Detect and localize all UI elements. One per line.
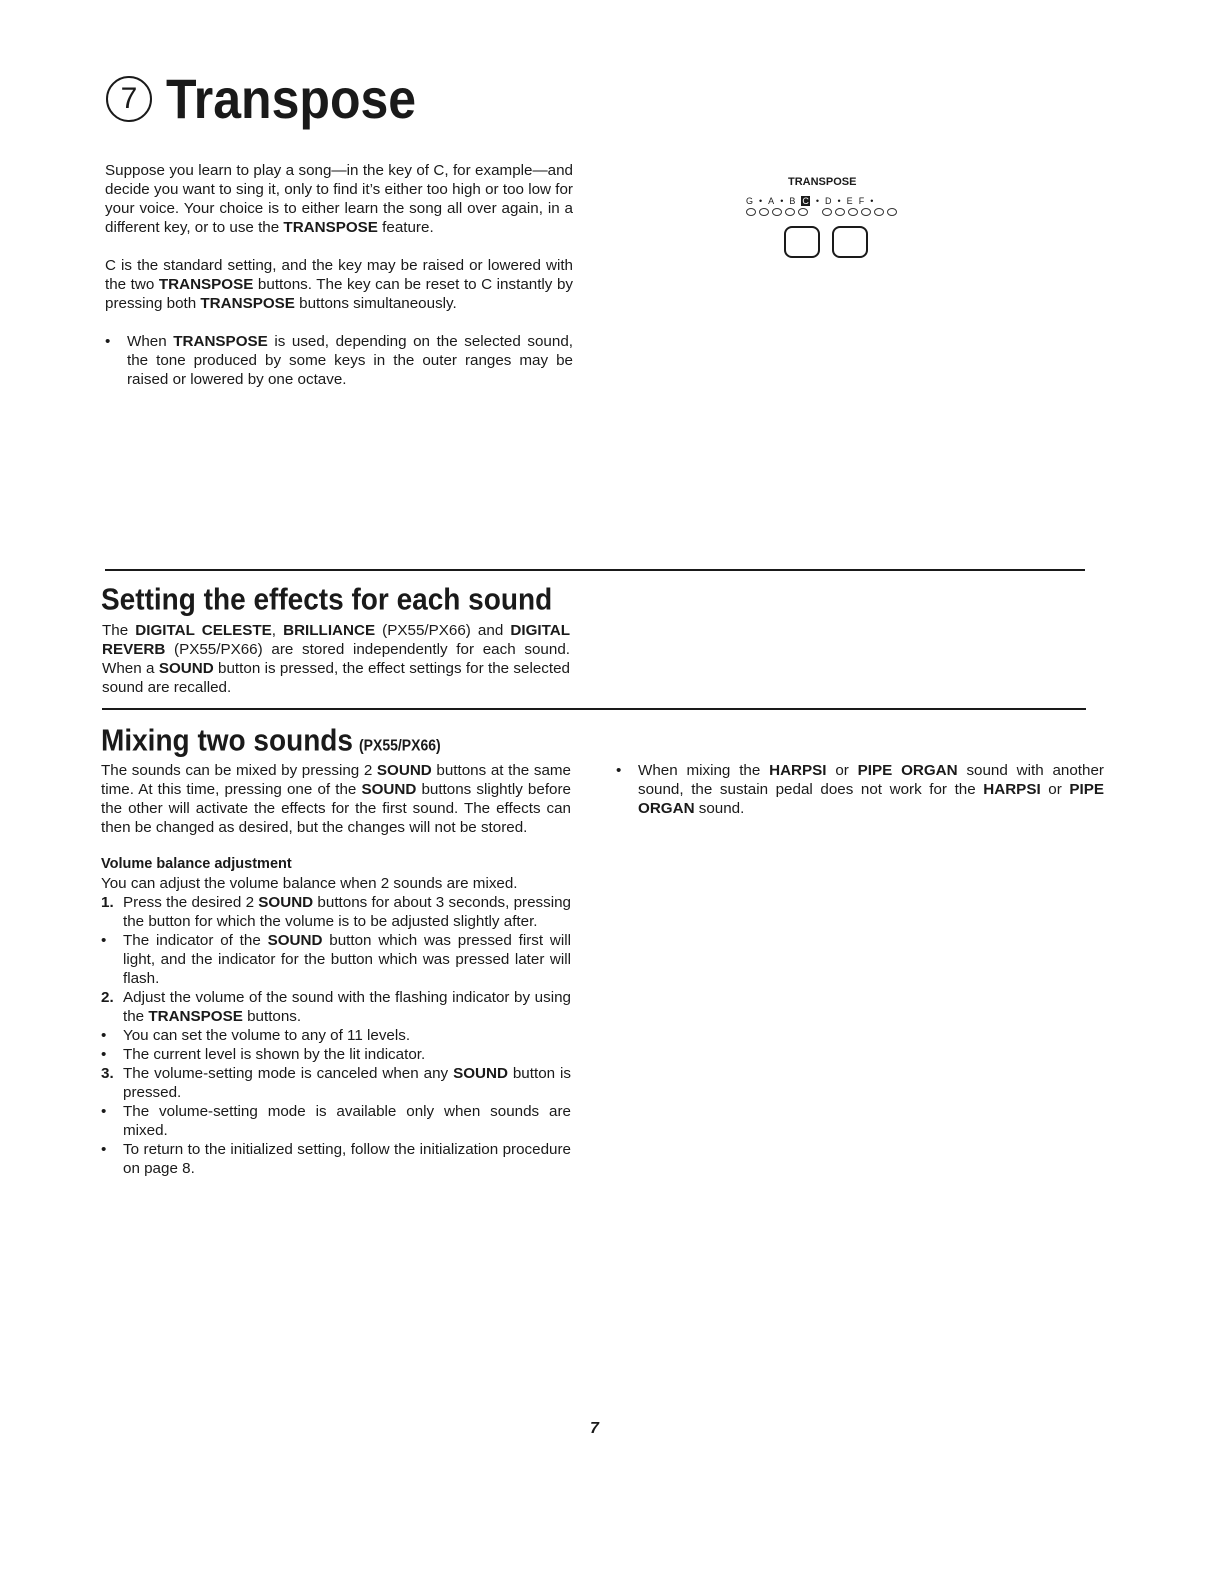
led — [746, 208, 756, 216]
step-number: 1. — [101, 894, 114, 911]
section-divider — [105, 569, 1085, 571]
key-label: C — [802, 196, 809, 206]
bullet: • — [105, 333, 111, 350]
mixing-right-note-text: When mixing the HARPSI or PIPE ORGAN sound with another sound, the sustain pedal does not work for the HARPSI or PIPE ORGAN sound. — [638, 762, 1104, 817]
step-number: 3. — [101, 1065, 114, 1082]
led — [861, 208, 871, 216]
key-label: B — [789, 196, 796, 206]
bullet: • — [101, 1103, 107, 1120]
transpose-note — [105, 332, 573, 389]
bullet: • — [101, 932, 107, 949]
step-text: You can set the volume to any of 11 levels. — [123, 1027, 411, 1044]
bullet: • — [101, 1027, 107, 1044]
effects-paragraph: The DIGITAL CELESTE, BRILLIANCE (PX55/PX66) and DIGITAL REVERB (PX55/PX66) are stored independently for each sound. When a SOUND button is pressed, the effect settings for the selected sound are recalled. — [102, 622, 570, 696]
step-text: Press the desired 2 SOUND buttons for about 3 seconds, pressing the button for which the volume is to be adjusted slightly after. — [123, 894, 571, 930]
panel-label: TRANSPOSE — [788, 176, 857, 188]
numbered-step — [101, 893, 571, 931]
key-label: A — [768, 196, 775, 206]
transpose-buttons — [784, 226, 926, 258]
page-number: 7 — [590, 1420, 599, 1437]
key-label: • — [870, 196, 874, 206]
step-text: The current level is shown by the lit indicator. — [123, 1046, 426, 1063]
transpose-standard-setting: C is the standard setting, and the key may be raised or lowered with the two TRANSPOSE buttons. The key can be reset to C instantly by pressing both TRANSPOSE buttons simultaneously. — [105, 257, 573, 312]
volume-balance-subheading: Volume balance adjustment — [101, 856, 292, 872]
step-text: The volume-setting mode is canceled when any SOUND button is pressed. — [123, 1065, 571, 1101]
section-title: Transpose — [166, 67, 417, 131]
mixing-heading-models: (PX55/PX66) — [359, 736, 441, 754]
step-text: To return to the initialized setting, follow the initialization procedure on page 8. — [123, 1141, 571, 1177]
numbered-step — [101, 1064, 571, 1102]
transpose-column — [105, 161, 573, 389]
key-label: • — [815, 196, 820, 206]
effects-column — [102, 621, 570, 697]
transpose-note-text: When TRANSPOSE is used, depending on the selected sound, the tone produced by some keys in the outer ranges may be raised or lowered by one octave. — [127, 333, 573, 388]
step-number: 2. — [101, 989, 114, 1006]
bullet-note — [101, 1102, 571, 1140]
led — [835, 208, 845, 216]
led — [759, 208, 769, 216]
mixing-right-note — [616, 761, 1104, 818]
key-label: • — [759, 196, 763, 206]
led — [848, 208, 858, 216]
led — [798, 208, 808, 216]
page-title — [106, 67, 417, 131]
mixing-column — [101, 761, 571, 1178]
bullet-note — [101, 931, 571, 988]
key-label: E — [846, 196, 853, 206]
bullet: • — [616, 762, 622, 779]
key-label: • — [837, 196, 841, 206]
led — [874, 208, 884, 216]
section-number: 7 — [106, 76, 152, 122]
led — [772, 208, 782, 216]
step-text: Adjust the volume of the sound with the flashing indicator by using the TRANSPOSE buttons. — [123, 989, 571, 1025]
transpose-intro: Suppose you learn to play a song—in the key of C, for example—and decide you want to sing it, only to find it’s either too high or too low for your voice. Your choice is to either learn the song all over again, in a different key, or to use the TRANSPOSE feature. — [105, 162, 573, 236]
bullet: • — [101, 1141, 107, 1158]
effects-heading: Setting the effects for each sound — [101, 582, 553, 617]
bullet-note — [101, 1026, 571, 1045]
volume-balance-intro: You can adjust the volume balance when 2 sounds are mixed. — [101, 875, 518, 892]
key-label: D — [825, 196, 832, 206]
bullet: • — [101, 1046, 107, 1063]
key-label: G — [746, 196, 754, 206]
mixing-heading-text: Mixing two sounds — [101, 723, 353, 758]
led — [785, 208, 795, 216]
key-label: • — [780, 196, 784, 206]
mixing-paragraph: The sounds can be mixed by pressing 2 SOUND buttons at the same time. At this time, pressing one of the SOUND buttons slightly before the other will activate the effects for the first sound. The effects can then be changed as desired, but the changes will not be stored. — [101, 762, 571, 836]
led — [887, 208, 897, 216]
bullet-note — [101, 1045, 571, 1064]
key-indicator-labels — [746, 196, 926, 206]
transpose-panel — [746, 176, 926, 258]
transpose-down-button — [784, 226, 820, 258]
step-text: The indicator of the SOUND button which was pressed first will light, and the indicator for the button which was pressed later will flash. — [123, 932, 571, 987]
key-label: F — [858, 196, 865, 206]
key-indicator-leds — [746, 208, 926, 216]
transpose-up-button — [832, 226, 868, 258]
step-text: The volume-setting mode is available only when sounds are mixed. — [123, 1103, 571, 1139]
bullet-note — [101, 1140, 571, 1178]
volume-balance-steps — [101, 893, 571, 1178]
mixing-heading — [101, 723, 441, 758]
numbered-step — [101, 988, 571, 1026]
section-divider — [102, 708, 1086, 710]
led — [822, 208, 832, 216]
